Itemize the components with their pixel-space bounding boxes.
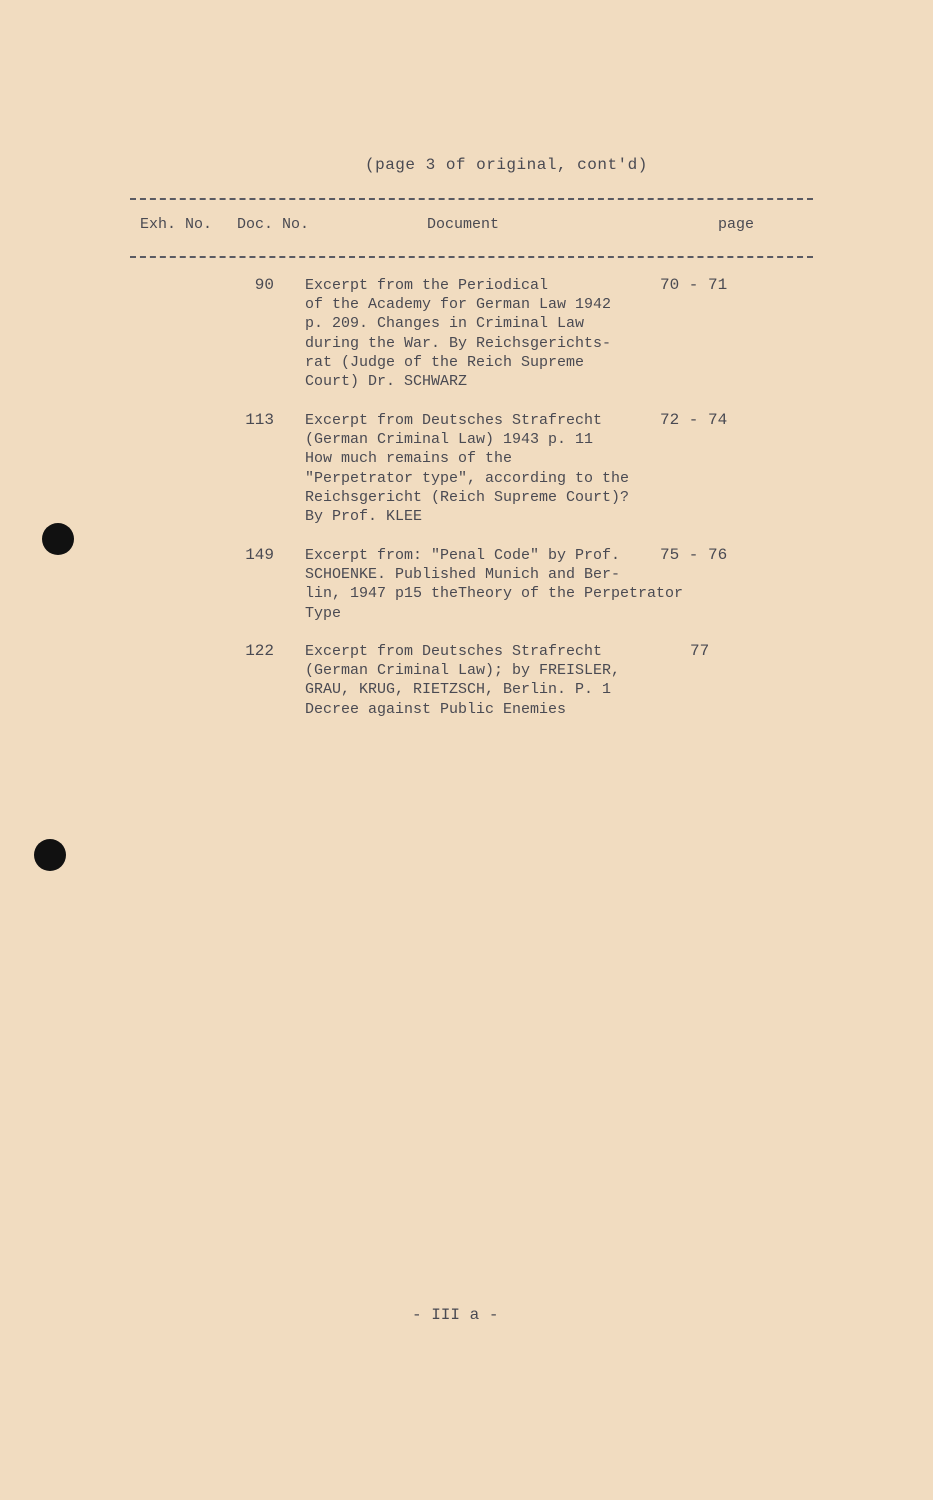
description-line: during the War. By Reichsgerichts- [305, 334, 612, 352]
column-header-doc-no: Doc. No. [237, 216, 310, 233]
description-line: How much remains of the [305, 450, 513, 468]
document-description [305, 411, 629, 526]
description-line: of the Academy for German Law 1942 [305, 296, 612, 314]
doc-number: 149 [245, 546, 274, 564]
description-line: SCHOENKE. Published Munich and Ber- [305, 566, 621, 584]
description-line: By Prof. KLEE [305, 508, 423, 526]
description-line: (German Criminal Law); by FREISLER, [305, 662, 621, 680]
description-line: Excerpt from Deutsches Strafrecht [305, 412, 603, 429]
doc-number: 90 [254, 276, 274, 294]
continuation-note: (page 3 of original, cont'd) [365, 156, 648, 174]
doc-number: 122 [245, 642, 274, 660]
description-line: Court) Dr. SCHWARZ [305, 373, 468, 391]
description-line: "Perpetrator type", according to the [305, 469, 630, 487]
description-line: GRAU, KRUG, RIETZSCH, Berlin. P. 1 [305, 681, 612, 699]
description-line: lin, 1947 p15 theTheory of the Perpetrator [305, 585, 684, 603]
page-range: 75 - 76 [660, 546, 728, 564]
header-divider [130, 256, 813, 258]
description-line: Excerpt from: "Penal Code" by Prof. [305, 547, 621, 564]
description-line: Type [305, 604, 342, 622]
page-footer: - III a - [412, 1306, 499, 1324]
description-line: p. 209. Changes in Criminal Law [305, 315, 585, 333]
description-line: (German Criminal Law) 1943 p. 11 [305, 431, 594, 449]
column-header-document: Document [427, 216, 500, 233]
page-range: 70 - 71 [660, 276, 728, 294]
document-description [305, 546, 683, 623]
page-range: 77 [690, 642, 710, 660]
description-line: Reichsgericht (Reich Supreme Court)? [305, 488, 630, 506]
punch-hole-upper [42, 523, 74, 555]
document-description [305, 642, 620, 719]
column-header-page: page [718, 216, 755, 233]
document-description [305, 276, 611, 391]
top-divider [130, 198, 813, 200]
page-range: 72 - 74 [660, 411, 728, 429]
column-header-exh-no: Exh. No. [140, 216, 213, 233]
description-line: Decree against Public Enemies [305, 700, 567, 718]
punch-hole-lower [34, 839, 66, 871]
description-line: Excerpt from the Periodical [305, 277, 549, 294]
description-line: Excerpt from Deutsches Strafrecht [305, 643, 603, 660]
doc-number: 113 [245, 411, 274, 429]
description-line: rat (Judge of the Reich Supreme [305, 353, 585, 371]
